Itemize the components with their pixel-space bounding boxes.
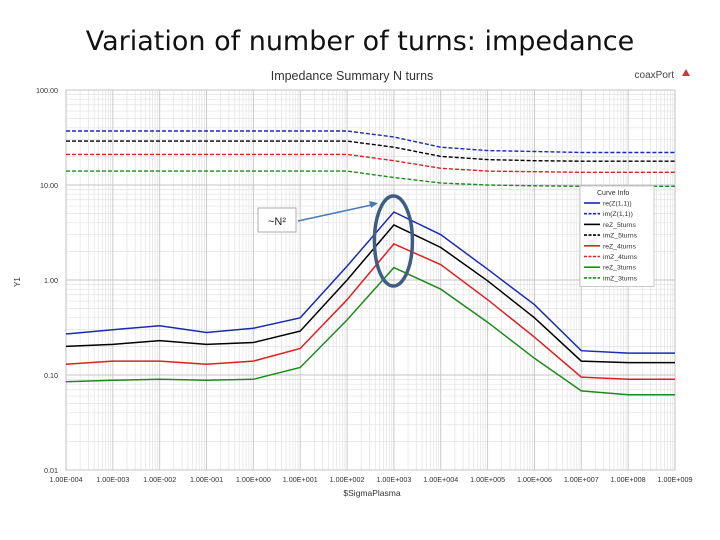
x-tick-label: 1.00E-003 [96, 475, 130, 484]
slide-title: Variation of number of turns: impedance [85, 26, 635, 57]
y-tick-label: 0.01 [44, 466, 58, 475]
x-tick-label: 1.00E-004 [49, 475, 83, 484]
x-tick-label: 1.00E+001 [282, 475, 318, 484]
legend-title: Curve Info [597, 190, 630, 197]
legend-entry: reZ_4turns [603, 243, 636, 251]
legend-entry: reZ_5turns [603, 221, 636, 229]
legend-entry: re(Z(1,1)) [603, 200, 632, 208]
annotation-label: ~N² [267, 216, 287, 228]
x-tick-label: 1.00E+006 [516, 475, 552, 484]
legend-entry: im(Z(1,1)) [603, 211, 633, 219]
legend-entry: imZ_5turns [603, 232, 637, 240]
corner-triangle-icon [682, 69, 690, 76]
legend-entry: reZ_3turns [603, 264, 636, 272]
x-tick-label: 1.00E+009 [657, 475, 693, 484]
legend-entry: imZ_3turns [603, 275, 637, 283]
x-axis-label: $SigmaPlasma [343, 488, 401, 498]
x-tick-label: 1.00E+008 [610, 475, 646, 484]
corner-label: coaxPort [634, 70, 674, 81]
y-axis-label: Y1 [13, 277, 22, 287]
y-tick-label: 0.10 [44, 371, 58, 380]
impedance-chart [0, 62, 720, 502]
x-tick-label: 1.00E+007 [563, 475, 599, 484]
x-tick-label: 1.00E-002 [143, 475, 177, 484]
x-tick-label: 1.00E+002 [329, 475, 365, 484]
y-tick-label: 10.00 [40, 181, 58, 190]
chart-title: Impedance Summary N turns [270, 69, 434, 83]
x-tick-label: 1.00E+003 [376, 475, 412, 484]
y-tick-label: 100.00 [36, 86, 58, 95]
x-tick-label: 1.00E-001 [189, 475, 224, 484]
legend-entry: imZ_4turns [603, 254, 637, 261]
x-tick-label: 1.00E+005 [470, 475, 506, 484]
x-tick-label: 1.00E+004 [423, 475, 459, 484]
x-tick-label: 1.00E+000 [235, 475, 271, 484]
y-tick-label: 1.00 [44, 276, 58, 285]
